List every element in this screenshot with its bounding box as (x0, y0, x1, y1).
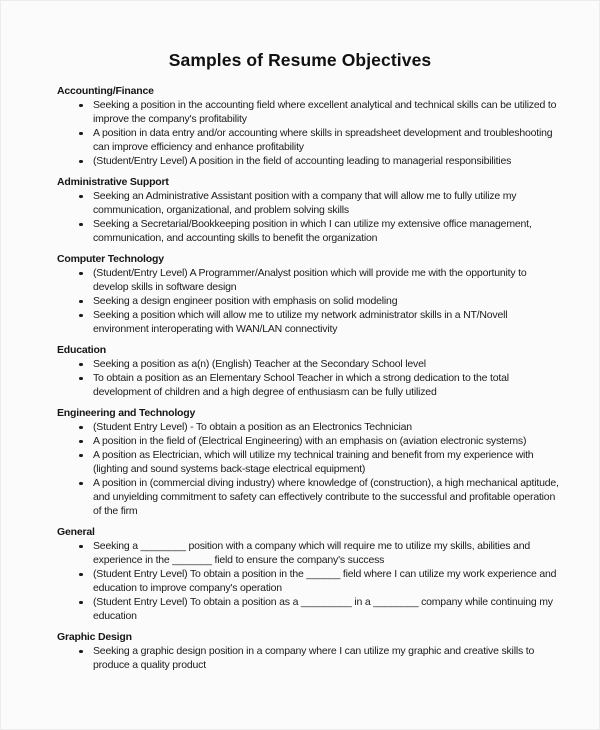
objective-list (57, 644, 562, 672)
section-education (57, 343, 562, 399)
section-heading: Graphic Design (57, 631, 132, 643)
objective-item: Seeking a design engineer position with emphasis on solid modeling (57, 294, 562, 308)
section-heading: General (57, 526, 95, 538)
objective-list (57, 420, 562, 518)
objective-list (57, 357, 562, 399)
section-engineering-and-technology (57, 406, 562, 518)
section-computer-technology (57, 252, 562, 336)
objective-item: Seeking a position which will allow me to utilize my network administrator skills in a NT/Novell environment interoperating with WAN/LAN connectivity (57, 308, 562, 336)
section-heading: Computer Technology (57, 253, 164, 265)
section-heading: Accounting/Finance (57, 85, 154, 97)
objective-item: Seeking an Administrative Assistant position with a company that will allow me to fully utilize my communication, organizational, and problem solving skills (57, 189, 562, 217)
section-general (57, 525, 562, 623)
objective-list (57, 189, 562, 245)
objective-list (57, 98, 562, 168)
objective-item: Seeking a position as a(n) (English) Teacher at the Secondary School level (57, 357, 562, 371)
objective-item: (Student/Entry Level) A position in the field of accounting leading to managerial responsibilities (57, 154, 562, 168)
sections-container (57, 84, 562, 672)
section-graphic-design (57, 630, 562, 672)
objective-item: (Student Entry Level) To obtain a position in the ______ field where I can utilize my work experience and education to improve company's operation (57, 567, 562, 595)
objective-item: A position in data entry and/or accounting where skills in spreadsheet development and troubleshooting can improve efficiency and enhance profitability (57, 126, 562, 154)
section-heading: Engineering and Technology (57, 407, 196, 419)
objective-list (57, 539, 562, 623)
objective-item: Seeking a graphic design position in a company where I can utilize my graphic and creative skills to produce a quality product (57, 644, 562, 672)
objective-item: A position in (commercial diving industry) where knowledge of (construction), a high mechanical aptitude, and unyielding commitment to safety can effectively contribute to the successful and profitable operation of the firm (57, 476, 562, 518)
section-heading: Administrative Support (57, 176, 169, 188)
objective-list (57, 266, 562, 336)
section-accounting-finance (57, 84, 562, 168)
section-heading: Education (57, 344, 106, 356)
objective-item: Seeking a ________ position with a company which will require me to utilize my skills, abilities and experience in the _______ field to ensure the company's success (57, 539, 562, 567)
section-administrative-support (57, 175, 562, 245)
page-title: Samples of Resume Objectives (168, 50, 432, 70)
objective-item: To obtain a position as an Elementary School Teacher in which a strong dedication to the total development of children and a high degree of enthusiasm can be fully utilized (57, 371, 562, 399)
objective-item: Seeking a Secretarial/Bookkeeping position in which I can utilize my extensive office management, communication, and accounting skills to benefit the organization (57, 217, 562, 245)
objective-item: (Student/Entry Level) A Programmer/Analyst position which will provide me with the opportunity to develop skills in software design (57, 266, 562, 294)
objective-item: A position as Electrician, which will utilize my technical training and benefit from my experience with (lighting and sound systems back-stage electrical equipment) (57, 448, 562, 476)
objective-item: (Student Entry Level) To obtain a position as a _________ in a ________ company while continuing my education (57, 595, 562, 623)
objective-item: Seeking a position in the accounting field where excellent analytical and technical skills can be utilized to improve the company's profitability (57, 98, 562, 126)
objective-item: A position in the field of (Electrical Engineering) with an emphasis on (aviation electronic systems) (57, 434, 562, 448)
objective-item: (Student Entry Level) - To obtain a position as an Electronics Technician (57, 420, 562, 434)
